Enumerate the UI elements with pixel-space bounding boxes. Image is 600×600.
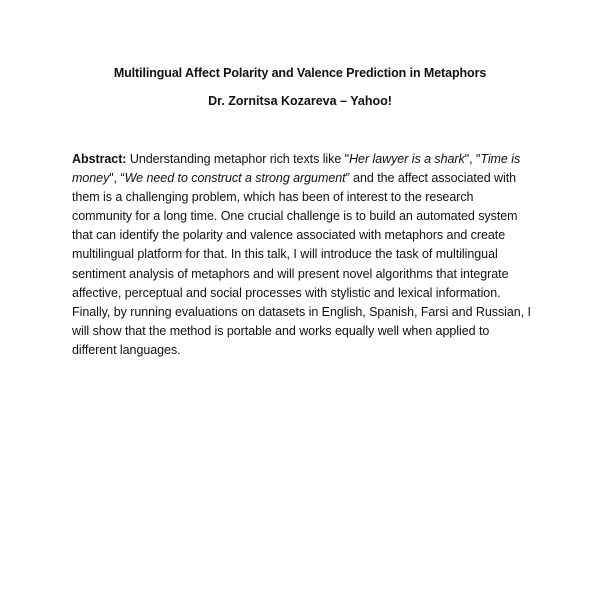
abstract-quote-3: We need to construct a strong argument (124, 171, 346, 186)
abstract-quote-2: Time is money (72, 152, 521, 186)
abstract-text-4: ” and the affect associated with them is a challenging problem, which has been of interest to the research community for a long time. One crucial challenge is to build an automated system that can identify the polarity and valence associated with metaphors and create multilingual platform for that. In this talk, I will introduce the task of multilingual sentiment analysis of metaphors and will present novel algorithms that integrate affective, perceptual and social processes with stylistic and lexical information. Finally, by running evaluations on datasets in English, Spanish, Farsi and Russian, I will show that the method is portable and works equally well when applied to different languages. (72, 171, 531, 357)
abstract-quote-1: Her lawyer is a shark (349, 152, 465, 166)
abstract-label: Abstract: (72, 152, 127, 166)
document-author: Dr. Zornitsa Kozareva – Yahoo! (208, 94, 392, 108)
abstract-paragraph (72, 150, 534, 360)
abstract-text-2: ", " (464, 152, 481, 166)
document-title: Multilingual Affect Polarity and Valence Prediction in Metaphors (113, 66, 487, 80)
abstract-text-1: Understanding metaphor rich texts like " (126, 152, 350, 166)
abstract-text-3: ", “ (109, 171, 125, 186)
